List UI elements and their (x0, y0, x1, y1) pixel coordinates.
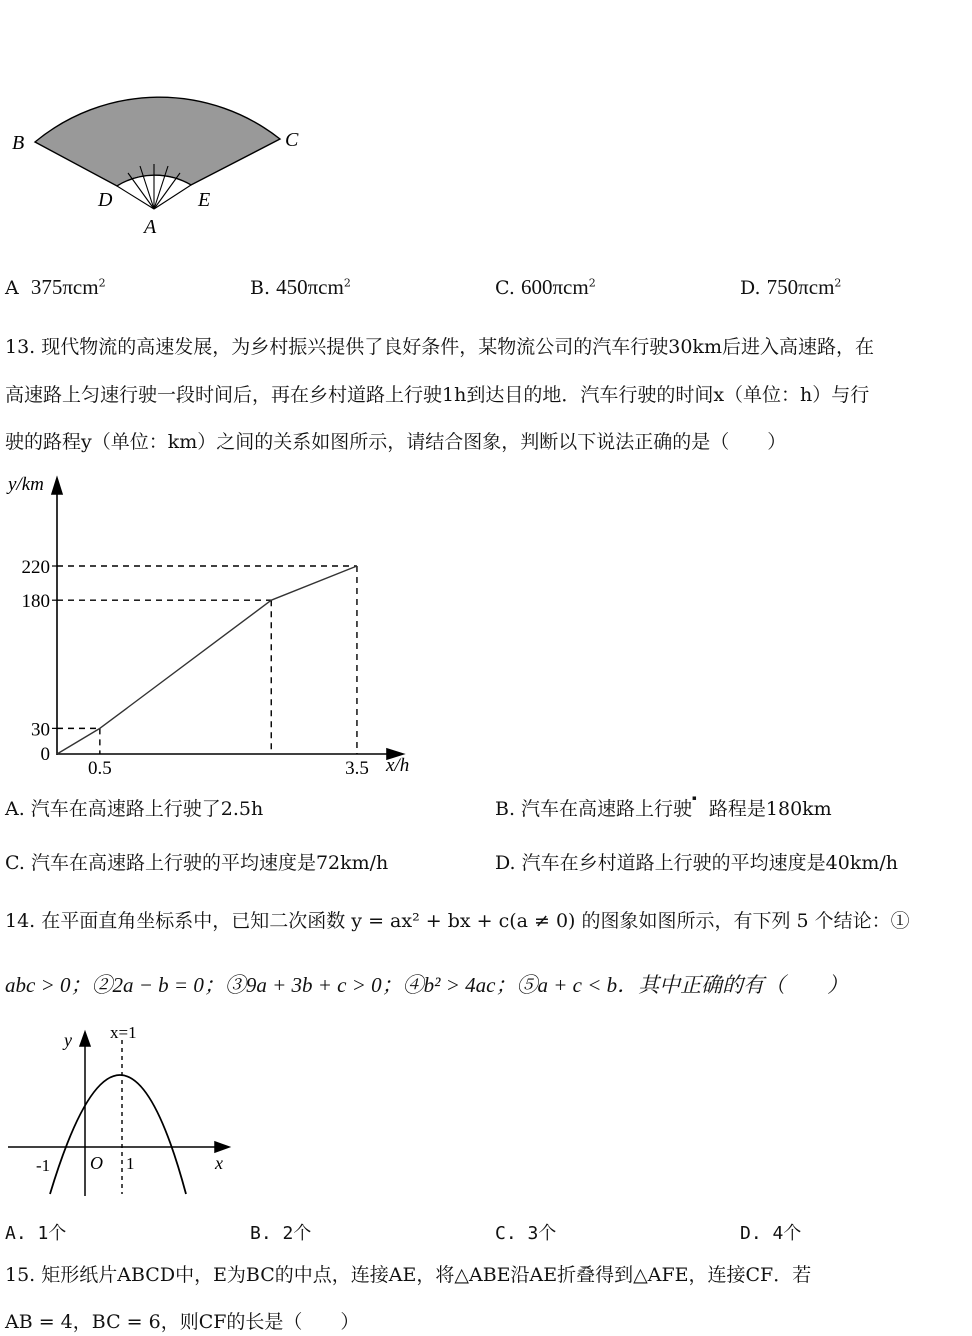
graph-x-label: x (215, 1153, 223, 1173)
q14-option-a[interactable]: A. 1个 (5, 1223, 67, 1244)
y-axis-arrow (52, 478, 62, 494)
fan-label-e: E (198, 189, 211, 211)
fan-rib (117, 186, 154, 209)
y-tick-label: 220 (21, 557, 50, 579)
series-segment (100, 600, 271, 728)
series-segment (57, 728, 100, 754)
q13-option-a[interactable]: A. 汽车在高速路上行驶了2.5h (5, 798, 264, 820)
option-text: 路程是180km (708, 798, 832, 820)
q13-line-3: 驶的路程y（单位：km）之间的关系如图所示，请结合图象，判断以下说法正确的是（ ） (5, 431, 787, 453)
q14-option-b[interactable]: B. 2个 (250, 1223, 312, 1244)
fan-label-a: A (144, 216, 157, 238)
fan-rib (154, 185, 191, 209)
option-sup: 2 (588, 276, 596, 290)
y-tick-label: 30 (31, 719, 50, 741)
q14-line-2: abc > 0；②2a − b = 0；③9a + 3b + c > 0；④b² > 4ac；⑤a + c < b．其中正确的有（ ） (5, 973, 849, 997)
q14-option-d[interactable]: D. 4个 (740, 1223, 802, 1244)
smudge-mark: ▪ (692, 794, 697, 802)
option-sup: 2 (343, 276, 351, 290)
q13-line-1: 13. 现代物流的高速发展，为乡村振兴提供了良好条件，某物流公司的汽车行驶30km后进入高速路，在 (5, 336, 874, 358)
q15-line-1: 15. 矩形纸片ABCD中，E为BC的中点，连接AE，将△ABE沿AE折叠得到△AFE，连接CF．若 (5, 1264, 812, 1286)
graph-neg1-label: -1 (36, 1156, 51, 1175)
y-axis-label: y/km (8, 474, 44, 495)
series-segment (271, 566, 357, 600)
option-letter: A (5, 277, 19, 299)
option-text: 600πcm (520, 275, 589, 299)
q13-option-b[interactable] (495, 794, 832, 821)
option-letter: D. (740, 277, 761, 299)
y-tick-label: 180 (21, 591, 50, 613)
q12-option-b[interactable] (250, 275, 351, 300)
fan-figure (0, 40, 320, 240)
graph-one-label: 1 (126, 1154, 135, 1173)
parabola-figure (0, 1018, 240, 1198)
fan-label-d: D (98, 189, 113, 211)
option-text: 750πcm (766, 275, 835, 299)
option-letter: B. (250, 277, 271, 299)
fan-shaded-region (35, 97, 280, 186)
q12-option-a[interactable] (5, 275, 106, 300)
option-letter: C. (495, 277, 515, 299)
graph-y-label: y (64, 1030, 72, 1050)
option-sup: 2 (98, 276, 106, 290)
fan-label-c: C (285, 129, 299, 151)
graph-origin-label: O (90, 1153, 103, 1173)
option-text: B. 汽车在高速路上行驶 (495, 798, 693, 820)
distance-time-chart (0, 470, 430, 785)
q14-line-1: 14. 在平面直角坐标系中，已知二次函数 y = ax² + bx + c(a ≠ 0) 的图象如图所示，有下列 5 个结论：① (5, 910, 910, 932)
x-axis-label: x/h (386, 755, 410, 776)
x-tick-label: 0.5 (87, 758, 112, 779)
q13-option-c[interactable]: C. 汽车在高速路上行驶的平均速度是72km/h (5, 852, 389, 874)
q13-line-2: 高速路上匀速行驶一段时间后，再在乡村道路上行驶1h到达目的地．汽车行驶的时间x（单位：h）与行 (5, 384, 870, 406)
option-text: 450πcm (276, 275, 344, 299)
y-tick-label: 0 (40, 744, 50, 765)
x-tick-label: 3.5 (345, 758, 369, 779)
x-axis-arrow (215, 1142, 229, 1152)
q15-line-2: AB = 4，BC = 6，则CF的长是（ ） (5, 1311, 360, 1333)
option-sup: 2 (834, 276, 842, 290)
y-axis-arrow (80, 1032, 90, 1046)
fan-label-b: B (12, 132, 25, 154)
parabola-curve (50, 1075, 186, 1194)
option-text: 375πcm (30, 275, 99, 299)
q13-option-d[interactable]: D. 汽车在乡村道路上行驶的平均速度是40km/h (495, 852, 898, 874)
q12-option-c[interactable] (495, 275, 596, 300)
q12-option-d[interactable] (740, 275, 841, 300)
graph-axis-label: x=1 (110, 1023, 137, 1042)
q14-option-c[interactable]: C. 3个 (495, 1223, 557, 1244)
